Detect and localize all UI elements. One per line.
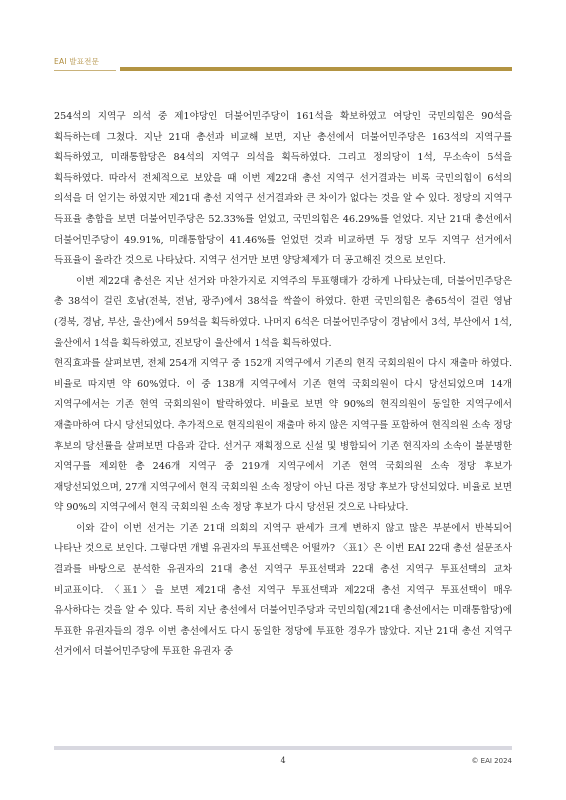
copyright: © EAI 2024	[471, 757, 512, 765]
header-label: EAI 발표전문	[54, 57, 100, 66]
paragraph: 현직효과를 살펴보면, 전체 254개 지역구 중 152개 지역구에서 기존의 현직 국회의원이 다시 재출마 하였다. 비율로 따지면 약 60%였다. 이 중 138개 지역구에서 기존 현역 국회의원이 다시 당선되었으며 14개 지역구에서는 기존 현역 국회의원이 탈락하였다. 비율로 보면 약 90%의 현직의원이 동일한 지역구에서 재출마하여 다시 당선되었다. 추가적으로 현직의원이 재출마 하지 않은 지역구를 포함하여 현직의원 소속 정당 후보의 당선률을 살펴보면 다음과 같다. 선거구 재획정으로 신설 및 병합되어 기존 현직자의 소속이 불분명한 지역구를 제외한 총 246개 지역구 중 219개 지역구에서 기존 현역 국회의원 소속 정당 후보가 재당선되었으며, 27개 지역구에서 현직 국회의원 소속 정당이 아닌 다른 정당 후보가 당선되었다. 비율로 보면 약 90%의 지역구에서 현직 국회의원 소속 정당 후보가 다시 당선된 것으로 나타났다.	[54, 358, 512, 514]
header-rule-thin	[54, 70, 116, 71]
body-text	[54, 107, 512, 663]
paragraph: 254석의 지역구 의석 중 제1야당인 더불어민주당이 161석을 확보하였고 여당인 국민의힘은 90석을 획득하는데 그쳤다. 지난 21대 총선과 비교해 보면, 지난 총선에서 더불어민주당은 163석의 지역구를 획득하였고, 미래통합당은 84석의 지역구 의석을 획득하였다. 그리고 정의당이 1석, 무소속이 5석을 획득하였다. 따라서 전체적으로 보았을 때 이번 제22대 총선 지역구 선거결과는 비록 국민의힘이 6석의 의석을 더 얻기는 하였지만 제21대 총선 지역구 선거결과와 큰 차이가 없다는 것을 알 수 있다. 정당의 지역구 득표율 총합을 보면 더불어민주당은 52.33%를 얻었고, 국민의힘은 46.29%를 얻었다. 지난 21대 총선에서 더불어민주당이 49.91%, 미래통합당이 41.46%를 얻었던 것과 비교하면 두 정당 모두 지역구 선거에서 득표율이 올라간 것으로 나타났다. 지역구 선거만 보면 양당체제가 더 공고해진 것으로 보인다.	[54, 111, 512, 267]
footer-bar	[54, 746, 512, 750]
paragraph: 이번 제22대 총선은 지난 선거와 마찬가지로 지역주의 투표행태가 강하게 나타났는데, 더불어민주당은 총 38석이 걸린 호남(전북, 전남, 광주)에서 38석을 싹쓸이 하였다. 한편 국민의힘은 총65석이 걸린 영남(경북, 경남, 부산, 울산)에서 59석을 획득하였다. 나머지 6석은 더불어민주당이 경남에서 3석, 부산에서 1석, 울산에서 1석을 획득하였고, 진보당이 울산에서 1석을 획득하였다.	[54, 275, 512, 349]
paragraph: 이와 같이 이번 선거는 기존 21대 의회의 지역구 판세가 크게 변하지 않고 많은 부분에서 반복되어 나타난 것으로 보인다. 그렇다면 개별 유권자의 투표선택은 어떨까? 〈표1〉은 이번 EAI 22대 총선 설문조사 결과를 바탕으로 분석한 유권자의 21대 총선 지역구 투표선택과 22대 총선 지역구 투표선택의 교차 비교표이다. 〈표1〉을 보면 제21대 총선 지역구 투표선택과 제22대 총선 지역구 투표선택이 매우 유사하다는 것을 알 수 있다. 특히 지난 총선에서 더불어민주당과 국민의힘(제21대 총선에서는 미래통합당)에 투표한 유권자들의 경우 이번 총선에서도 다시 동일한 정당에 투표한 경우가 많았다. 지난 21대 총선 지역구 선거에서 더불어민주당에 투표한 유권자 중	[54, 522, 512, 658]
page-number: 4	[280, 756, 286, 765]
header-rule-thick	[120, 67, 512, 71]
